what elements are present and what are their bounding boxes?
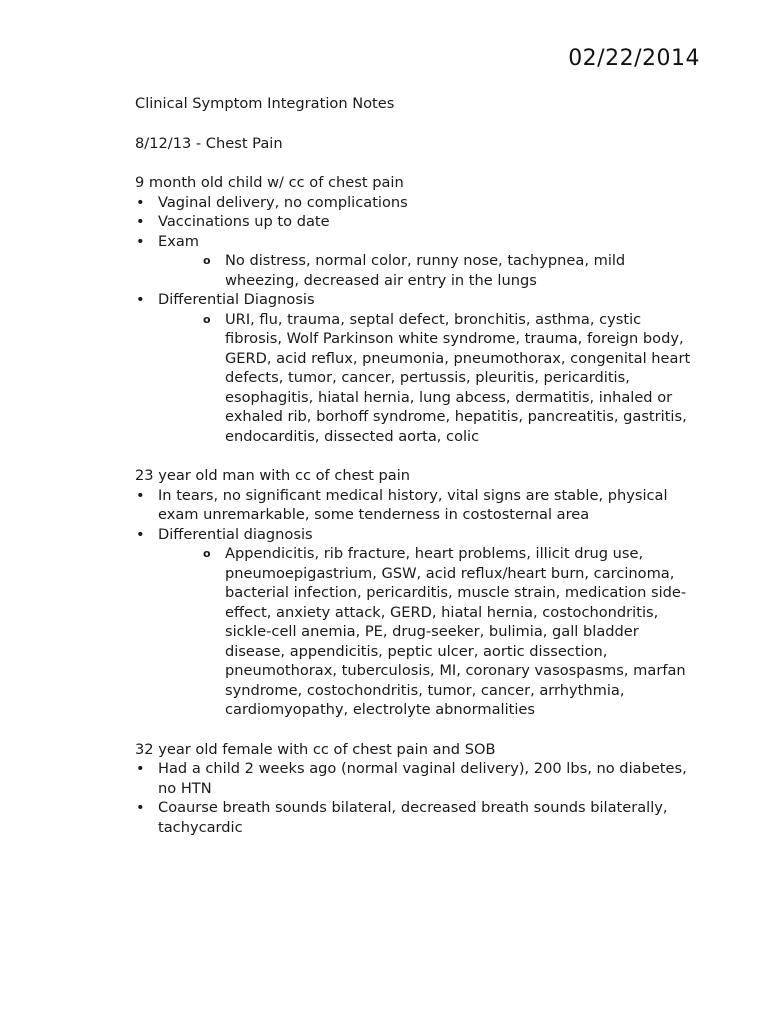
- differential-sublist: [158, 310, 695, 447]
- list-item-differential: [135, 525, 695, 720]
- spacer: [135, 720, 695, 740]
- list-item-label: Differential Diagnosis: [158, 291, 315, 308]
- list-item: • Coaurse breath sounds bilateral, decreased breath sounds bilaterally, tachycardic: [135, 798, 695, 837]
- case-1: [135, 173, 695, 446]
- case-3-intro: 32 year old female with cc of chest pain and SOB: [135, 740, 496, 758]
- case-1-intro: 9 month old child w/ cc of chest pain: [135, 174, 404, 191]
- entry-heading: 8/12/13 - Chest Pain: [135, 134, 283, 152]
- list-item: • Had a child 2 weeks ago (normal vaginal delivery), 200 lbs, no diabetes, no HTN: [135, 759, 695, 798]
- list-item-label: Differential diagnosis: [158, 525, 313, 543]
- sub-list-item: o URI, flu, trauma, septal defect, bronchitis, asthma, cystic fibrosis, Wolf Parkinson white syndrome, trauma, foreign body, GERD, acid reflux, pneumonia, pneumothorax, congenital heart defects, tumor, cancer, pertussis, pleuritis, pericarditis, esophagitis, hiatal hernia, lung abcess, dermatitis, inhaled or exhaled rib, borhoff syndrome, hepatitis, pancreatitis, gastritis, endocarditis, dissected aorta, colic: [158, 310, 695, 447]
- list-item-differential: [135, 290, 695, 446]
- sub-list-item: o Appendicitis, rib fracture, heart problems, illicit drug use, pneumoepigastrium, GSW, acid reflux/heart burn, carcinoma, bacterial infection, pericarditis, muscle strain, medication side-effect, anxiety attack, GERD, hiatal hernia, costochondritis, sickle-cell anemia, PE, drug-seeker, bulimia, gall bladder disease, appendicitis, peptic ulcer, aortic dissection, pneumothorax, tuberculosis, MI, coronary vasospasms, marfan syndrome, costochondritis, tumor, cancer, arrhythmia, cardiomyopathy, electrolyte abnormalities: [158, 544, 695, 720]
- case-3-bullets: [135, 759, 695, 837]
- case-2-bullets: [135, 486, 695, 720]
- spacer: [135, 446, 695, 466]
- sub-list-item: o No distress, normal color, runny nose, tachypnea, mild wheezing, decreased air entry in the lungs: [158, 251, 695, 290]
- case-3: [135, 740, 695, 838]
- spacer: [135, 153, 695, 173]
- case-2: [135, 466, 695, 720]
- differential-sublist: [158, 544, 695, 720]
- document-date: 02/22/2014: [568, 46, 700, 71]
- case-1-bullets: [135, 193, 695, 447]
- exam-sublist: [158, 251, 695, 290]
- list-item-label: Exam: [158, 232, 200, 250]
- list-item: • In tears, no significant medical history, vital signs are stable, physical exam unremarkable, some tenderness in costosternal area: [135, 486, 695, 525]
- list-item-exam: [135, 232, 695, 291]
- list-item: • Vaccinations up to date: [135, 212, 695, 232]
- list-item: • Vaginal delivery, no complications: [135, 193, 695, 213]
- notes-body: [135, 94, 695, 837]
- document-title: Clinical Symptom Integration Notes: [135, 95, 395, 112]
- spacer: [135, 114, 695, 134]
- case-2-intro: 23 year old man with cc of chest pain: [135, 467, 411, 484]
